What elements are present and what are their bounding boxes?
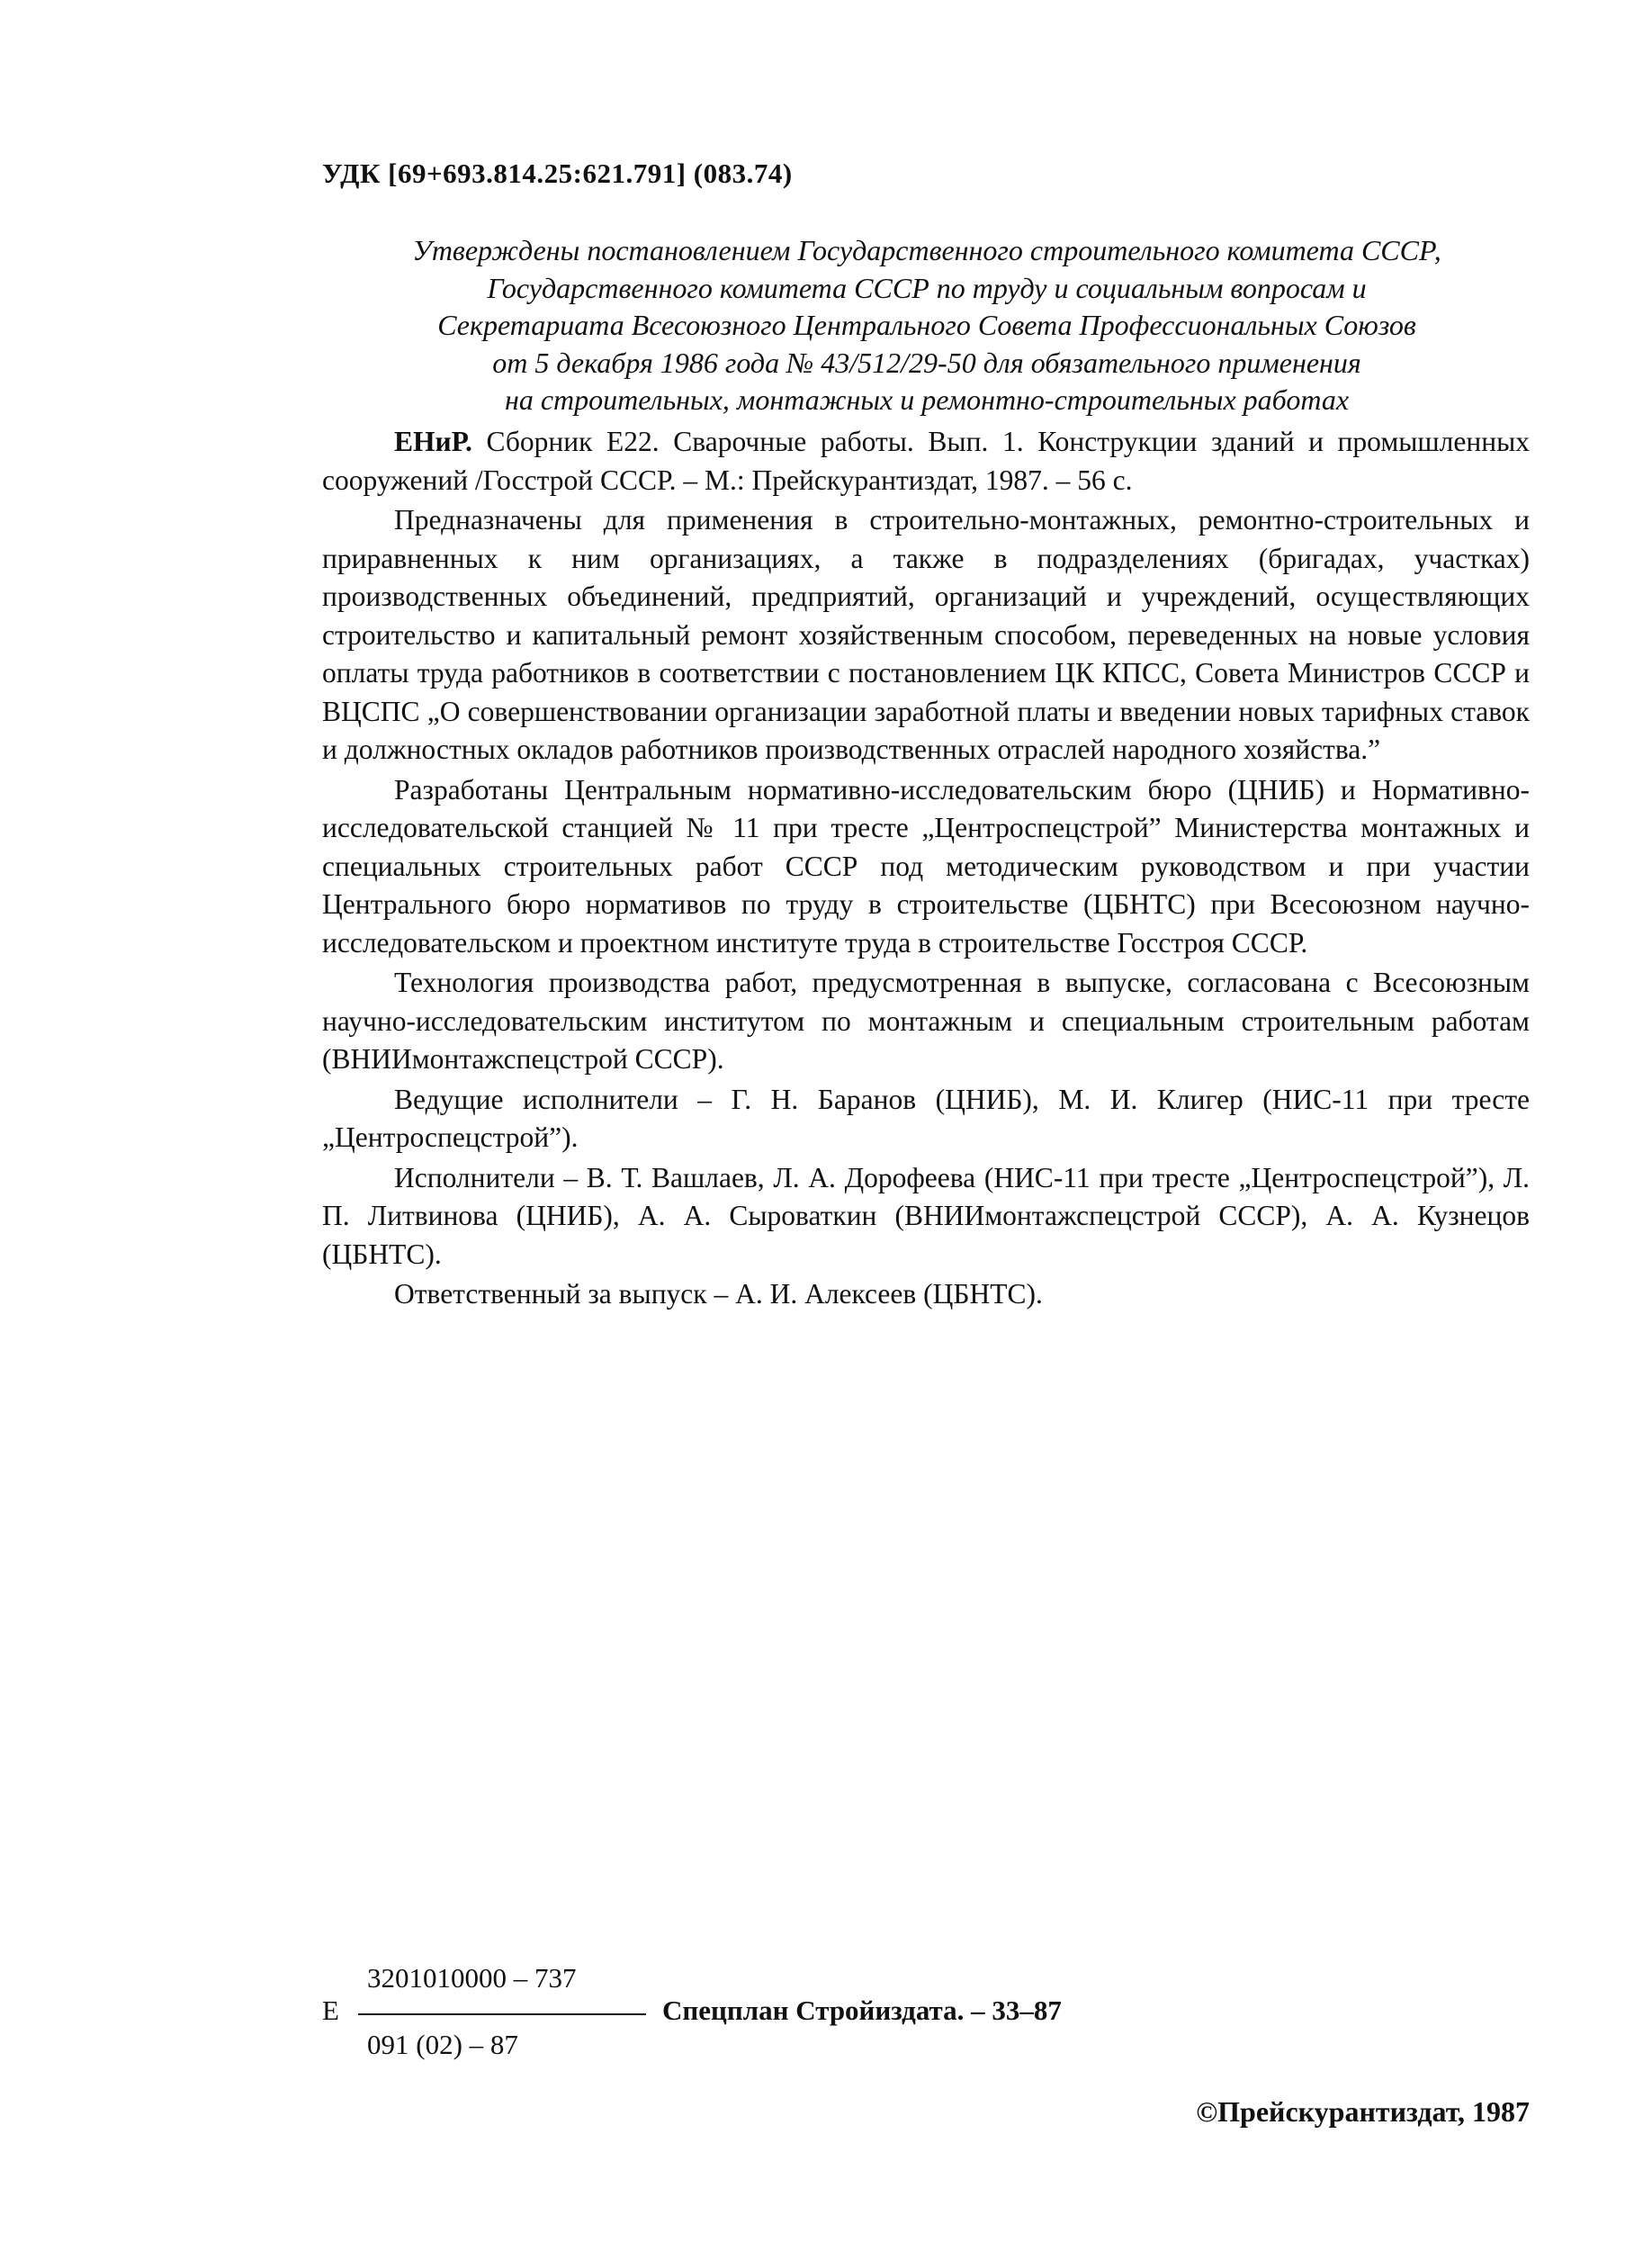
- citation-prefix: ЕНиР.: [394, 426, 472, 457]
- imprint-numerator: 3201010000 – 737: [367, 1962, 577, 1994]
- approval-line: Государственного комитета СССР по труду и социальным вопросам и: [487, 271, 1367, 304]
- approval-statement: [324, 232, 1530, 419]
- publication-imprint: [322, 1962, 1530, 2061]
- body-text: [322, 423, 1530, 1314]
- lead-performers-paragraph: Ведущие исполнители – Г. Н. Баранов (ЦНИБ), М. И. Клигер (НИС-11 при тресте „Центроспецстрой”).: [322, 1083, 1530, 1153]
- technology-paragraph: Технология производства работ, предусмотренная в выпуске, согласована с Всесоюзным научно-исследовательским институтом по монтажным и специальным строительным работам (ВНИИмонтажспецстрой СССР).: [322, 967, 1530, 1075]
- imprint-denominator: 091 (02) – 87: [367, 2029, 518, 2060]
- imprint-plan: Спецплан Стройиздата. – 33–87: [662, 1994, 1062, 2026]
- purpose-paragraph: Предназначены для применения в строительно-монтажных, ремонтно-строительных и приравненных к ним организациях, а также в подразделениях (бригадах, участках) производственных объединений, предприятий, организаций и учреждений, осуществляющих строительство и капитальный ремонт хозяйственным способом, переведенных на новые условия оплаты труда работников в соответствии с постановлением ЦК КПСС, Совета Министров СССР и ВЦСПС „О совершенствовании организации заработной платы и введении новых тарифных ставок и должностных окладов работников производственных отраслей народного хозяйства.”: [322, 504, 1530, 765]
- copyright-notice: ©Прейскурантиздат, 1987: [1196, 2095, 1530, 2128]
- responsible-paragraph: Ответственный за выпуск – А. И. Алексеев (ЦБНТС).: [394, 1278, 1043, 1310]
- citation-paragraph: [322, 423, 1530, 500]
- approval-line: Утверждены постановлением Государственного строительного комитета СССР,: [412, 234, 1441, 266]
- approval-line: на строительных, монтажных и ремонтно-строительных работах: [504, 383, 1350, 416]
- performers-paragraph: Исполнители – В. Т. Вашлаев, Л. А. Дорофеева (НИС-11 при тресте „Центроспецстрой”), Л. П. Литвинова (ЦНИБ), А. А. Сыроваткин (ВНИИмонтажспецстрой СССР), А. А. Кузнецов (ЦБНТС).: [322, 1161, 1530, 1270]
- developed-paragraph: Разработаны Центральным нормативно-исследовательским бюро (ЦНИБ) и Нормативно-исследовательской станцией № 11 при тресте „Центроспецстрой” Министерства монтажных и специальных строительных работ СССР под методическим руководством и при участии Центрального бюро нормативов по труду в строительстве (ЦБНТС) при Всесоюзном научно-исследовательском и проектном институте труда в строительстве Госстроя СССР.: [322, 773, 1530, 959]
- citation-text: Сборник Е22. Сварочные работы. Вып. 1. Конструкции зданий и промышленных сооружений /Госстрой СССР. – М.: Прейскурантиздат, 1987. – 56 с.: [322, 426, 1530, 496]
- udk-code: УДК [69+693.814.25:621.791] (083.74): [322, 158, 793, 189]
- imprint-letter: Е: [322, 1994, 339, 2026]
- approval-line: Секретариата Всесоюзного Центрального Совета Профессиональных Союзов: [437, 309, 1416, 341]
- approval-line: от 5 декабря 1986 года № 43/512/29-50 для обязательного применения: [492, 346, 1361, 379]
- fraction-line: [358, 2013, 646, 2015]
